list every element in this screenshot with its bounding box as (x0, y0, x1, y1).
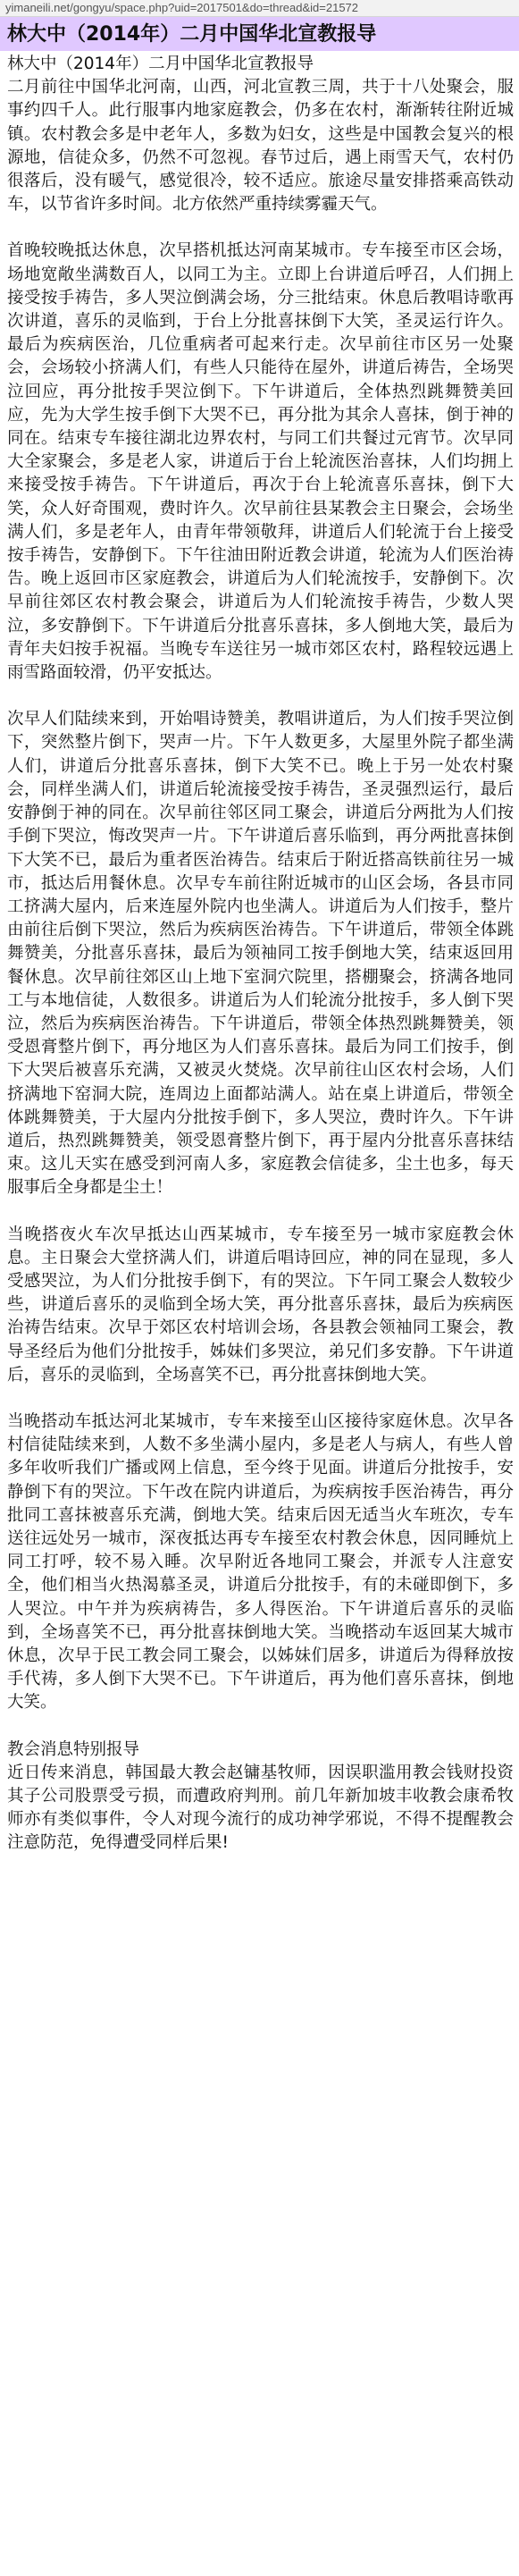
paragraph: 当晚搭夜火车次早抵达山西某城市，专车接至另一城市家庭教会休息。主日聚会大堂挤满人们，讲道后唱诗回应，神的同在显现，多人受感哭泣，为人们分批按手倒下，有的哭泣。下午同工聚会人数较少些，讲道后喜乐的灵临到全场大笑，再分批喜乐喜抹，最后为疾病医治祷告结束。次早于郊区农村培训会场，各县教会领袖同工聚会，教导圣经后为他们分批按手，姊妹们多哭泣，弟兄们多安静。下午讲道后，喜乐的灵临到，全场喜笑不已，再分批喜抹倒地大笑。 (7, 1225, 514, 1385)
news-heading: 教会消息特别报导 (7, 1739, 140, 1759)
article-body (0, 53, 519, 1856)
paragraph: 首晚较晚抵达休息，次早搭机抵达河南某城市。专车接至市区会场，场地宽敞坐满数百人，以同工为主。立即上台讲道后呼召，人们拥上接受按手祷告，多人哭泣倒满会场，分三批结束。休息后教唱诗歌再次讲道，喜乐的灵临到，于台上分批喜抹倒下大笑，圣灵运行许久。最后为疾病医治，几位重病者可起来行走。次早前往市区另一处聚会，会场较小挤满人们，有些人只能待在屋外，讲道后祷告，全场哭泣回应，再分批按手哭泣倒下。下午讲道后，全体热烈跳舞赞美回应，先为大学生按手倒下大哭不已，再分批为其余人喜抹，倒于神的同在。结束专车接往湖北边界农村，与同工们共餐过元宵节。次早同大全家聚会，多是老人家，讲道后于台上轮流医治喜抹，人们均拥上来接受按手祷告。下午讲道后，再次于台上轮流喜乐喜抹，倒下大笑，众人好奇围观，费时许久。次早前往县某教会主日聚会，会场坐满人们，多是老年人，由青年带领敬拜，讲道后人们轮流于台上接受按手祷告，安静倒下。下午往油田附近教会讲道，轮流为人们医治祷告。晚上返回市区家庭教会，讲道后为人们轮流按手，安静倒下。次早前往郊区农村教会聚会，讲道后为人们轮流按手祷告，少数人哭泣，多安静倒下。下午讲道后分批喜乐喜抹，多人倒地大笑，最后为青年夫妇按手祝福。当晚专车送往另一城市郊区农村，路程较远遇上雨雪路面较滑，仍平安抵达。 (7, 241, 514, 683)
paragraph: 当晚搭动车抵达河北某城市，专车来接至山区接待家庭休息。次早各村信徒陆续来到，人数不多坐满小屋内，多是老人与病人，有些人曾多年收听我们广播或网上信息，至今终于见面。讲道后分批按手，安静倒下有的哭泣。下午改在院内讲道后，为疾病按手医治祷告，再分批同工喜抹被喜乐充满，倒地大笑。结束后因无适当火车班次，专车送往远处另一城市，深夜抵达再专车接至农村教会休息，因同睡炕上同工打呼，较不易入睡。次早附近各地同工聚会，并派专人注意安全，他们相当火热渴慕圣灵，讲道后分批按手，有的未碰即倒下，多人哭泣。中午并为疾病祷告，多人得医治。下午讲道后喜乐的灵临到，全场喜笑不已，再分批喜抹倒地大笑。当晚搭动车返回某大城市休息，次早于民工教会同工聚会，以姊妹们居多，讲道后为得释放按手代祷，多人倒下大哭不已。下午讲道后，再为他们喜乐喜抹，倒地大笑。 (7, 1411, 514, 1713)
paragraph: 次早人们陆续来到，开始唱诗赞美，教唱讲道后，为人们按手哭泣倒下，突然整片倒下，哭声一片。下午人数更多，大屋里外院子都坐满人们，讲道后分批喜乐喜抹，倒下大笑不已。晚上于另一处农村聚会，同样坐满人们，讲道后轮流接受按手祷告，圣灵强烈运行，最后安静倒于神的同在。次早前往邻区同工聚会，讲道后分两批为人们按手倒下哭泣，悔改哭声一片。下午讲道后喜乐临到，再分两批喜抹倒下大笑不已，最后为重者医治祷告。结束后于附近搭高铁前往另一城市，抵达后用餐休息。次早专车前往附近城市的山区会场，各县市同工挤满大屋内，后来连屋外院内也坐满人。讲道后为人们按手，整片由前往后倒下哭泣，然后为疾病医治祷告。下午讲道后，带领全体跳舞赞美，分批喜乐喜抹，最后为领袖同工按手倒地大笑，结束返回用餐休息。次早前往郊区山上地下室洞穴院里，搭棚聚会，挤满各地同工与本地信徒，人数很多。讲道后为人们轮流分批按手，多人倒下哭泣，然后为疾病医治祷告。下午讲道后，带领全体热烈跳舞赞美，领受恩膏整片倒下，再分地区为人们喜乐喜抹。最后为同工们按手，倒下大哭后被喜乐充满，又被灵火焚烧。次早前往山区农村会场，人们挤满地下窑洞大院，连周边上面都站满人。站在桌上讲道后，带领全体跳舞赞美，于大屋内分批按手倒下，多人哭泣，费时许久。下午讲道后，热烈跳舞赞美，领受恩膏整片倒下，再于屋内分批喜乐喜抹结束。这儿天实在感受到河南人多，家庭教会信徒多，尘土也多，每天服事后全身都是尘土！ (7, 710, 514, 1198)
address-bar[interactable]: yimaneili.net/gongyu/space.php?uid=2017501&do=thread&id=21572 (0, 0, 519, 17)
news-body: 近日传来消息，韩国最大教会赵镛基牧师，因误职滥用教会钱财投资其子公司股票受亏损，而遭政府判刑。前几年新加坡丰收教会康希牧师亦有类似事件，令人对现今流行的成功神学邪说，不得不提醒教会注意防范，免得遭受同样后果! (7, 1763, 514, 1853)
article-subtitle: 林大中（2014年）二月中国华北宣教报导 (7, 55, 314, 73)
page-title: 林大中（2014年）二月中国华北宣教报导 (0, 17, 519, 51)
paragraph: 二月前往中国华北河南，山西，河北宣教三周，共于十八处聚会，服事约四千人。此行服事内地家庭教会，仍多在农村，渐渐转往附近城镇。农村教会多是中老年人，多数为妇女，这些是中国教会复兴的根源地，信徒众多，仍然不可忽视。春节过后，遇上雨雪天气，农村仍很落后，没有暖气，感觉很冷，较不适应。旅途尽量安排搭乘高铁动车，以节省许多时间。北方依然严重持续雾霾天气。 (7, 78, 514, 215)
